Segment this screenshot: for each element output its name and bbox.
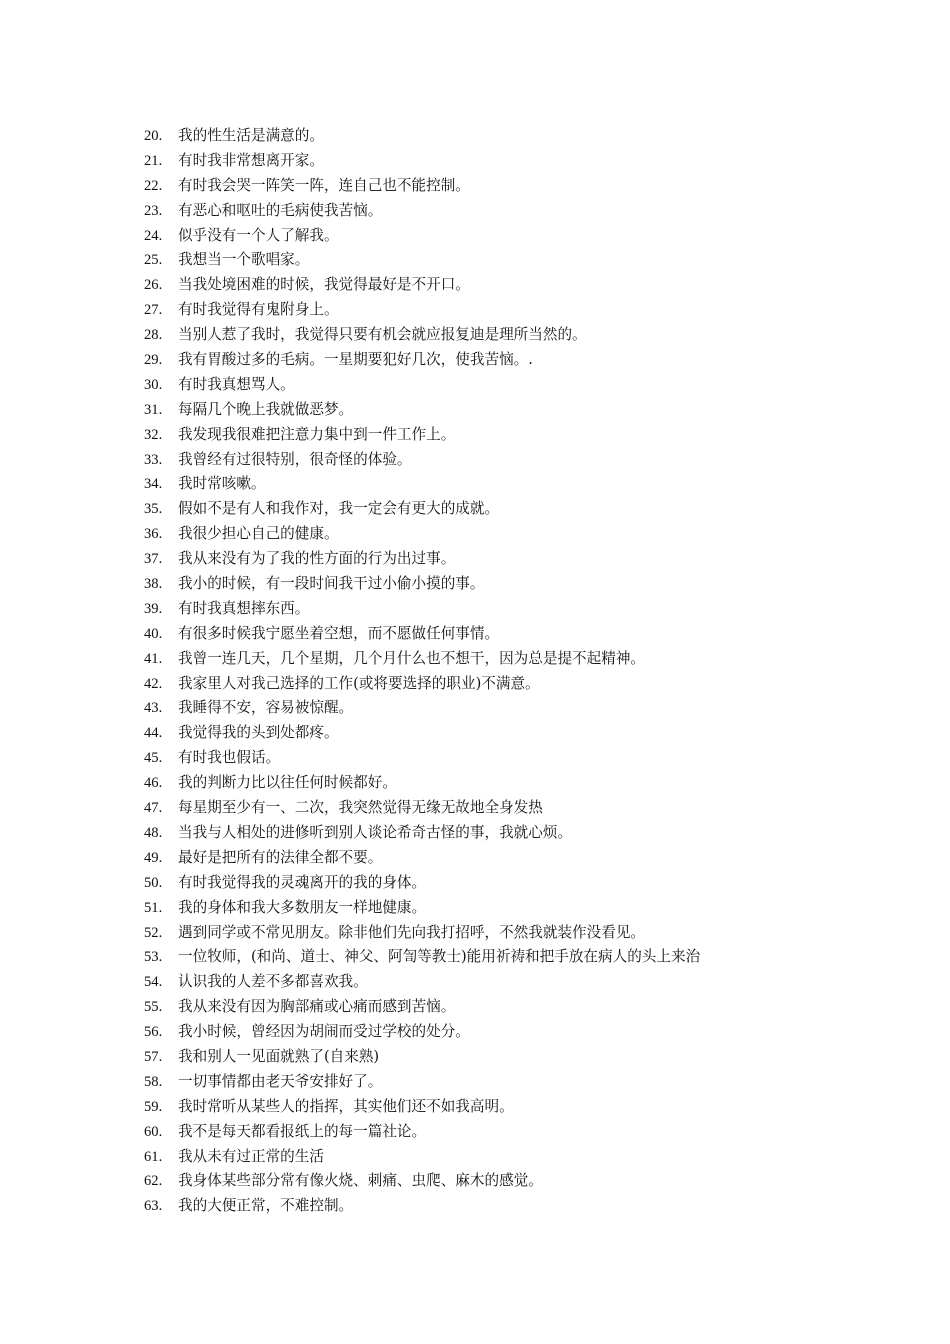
- item-number: 27.: [144, 302, 163, 319]
- item-text: 有很多时候我宁愿坐着空想，而不愿做任何事情。: [178, 624, 500, 642]
- list-item: [144, 547, 934, 572]
- list-item: [144, 199, 934, 224]
- item-text: 我曾经有过很特别，很奇怪的体验。: [178, 450, 412, 468]
- list-item: [144, 970, 934, 995]
- item-text: 当我处境困难的时候，我觉得最好是不开口。: [178, 276, 470, 294]
- item-number: 47.: [144, 800, 163, 817]
- list-item: [144, 423, 934, 448]
- item-text: 似乎没有一个人了解我。: [178, 226, 339, 244]
- item-number: 59.: [144, 1098, 163, 1115]
- item-text: 有时我会哭一阵笑一阵，连自己也不能控制。: [178, 176, 470, 194]
- list-item: [144, 1145, 934, 1170]
- item-text: 当别人惹了我时，我觉得只要有机会就应报复迪是理所当然的。: [178, 326, 587, 344]
- item-number: 54.: [144, 974, 163, 991]
- item-text: 我的大便正常，不难控制。: [178, 1197, 354, 1215]
- item-text: 有时我也假话。: [178, 749, 281, 767]
- list-item: [144, 522, 934, 547]
- list-item: [144, 149, 934, 174]
- list-item: [144, 647, 934, 672]
- item-text: 我时常听从某些人的指挥，其实他们还不如我高明。: [178, 1097, 514, 1115]
- item-number: 28.: [144, 327, 163, 344]
- item-text: 我很少担心自己的健康。: [178, 525, 339, 543]
- list-item: [144, 871, 934, 896]
- item-number: 51.: [144, 899, 163, 916]
- list-item: [144, 921, 934, 946]
- item-number: 48.: [144, 824, 163, 841]
- list-item: [144, 1020, 934, 1045]
- list-item: [144, 896, 934, 921]
- item-number: 30.: [144, 376, 163, 393]
- item-text: 每隔几个晚上我就做恶梦。: [178, 400, 354, 418]
- list-item: [144, 771, 934, 796]
- list-item: [144, 945, 934, 970]
- item-text: 我从来没有为了我的性方面的行为出过事。: [178, 550, 456, 568]
- item-text: 我发现我很难把注意力集中到一件工作上。: [178, 425, 456, 443]
- item-number: 62.: [144, 1173, 163, 1190]
- list-item: [144, 398, 934, 423]
- list-item: [144, 796, 934, 821]
- list-item: [144, 248, 934, 273]
- item-text: 我的判断力比以往任何时候都好。: [178, 774, 397, 792]
- item-number: 63.: [144, 1198, 163, 1215]
- item-number: 50.: [144, 874, 163, 891]
- list-item: [144, 721, 934, 746]
- item-number: 60.: [144, 1123, 163, 1140]
- item-text: 我睡得不安，容易被惊醒。: [178, 699, 354, 717]
- item-text: 有时我觉得我的灵魂离开的我的身体。: [178, 873, 427, 891]
- item-text: 当我与人相处的进修听到别人谈论希奇古怪的事，我就心烦。: [178, 823, 573, 841]
- list-item: [144, 472, 934, 497]
- item-text: 有时我真想摔东西。: [178, 599, 310, 617]
- list-item: [144, 821, 934, 846]
- item-number: 29.: [144, 352, 163, 369]
- item-text: 我从来没有因为胸部痛或心痛而感到苦恼。: [178, 998, 456, 1016]
- item-text: 我家里人对我己选择的工作(或将要选择的职业)不满意。: [178, 674, 540, 692]
- item-text: 有恶心和呕吐的毛病使我苦恼。: [178, 201, 383, 219]
- item-number: 56.: [144, 1024, 163, 1041]
- item-number: 23.: [144, 202, 163, 219]
- item-text: 我曾一连几天，几个星期，几个月什么也不想干，因为总是提不起精神。: [178, 649, 646, 667]
- item-number: 33.: [144, 451, 163, 468]
- item-text: 有时我非常想离开家。: [178, 151, 324, 169]
- list-item: [144, 746, 934, 771]
- item-number: 61.: [144, 1148, 163, 1165]
- item-number: 40.: [144, 625, 163, 642]
- item-number: 55.: [144, 999, 163, 1016]
- item-number: 43.: [144, 700, 163, 717]
- item-number: 49.: [144, 849, 163, 866]
- item-number: 38.: [144, 576, 163, 593]
- list-item: [144, 1120, 934, 1145]
- item-number: 26.: [144, 277, 163, 294]
- item-text: 有时我真想骂人。: [178, 375, 295, 393]
- list-item: [144, 373, 934, 398]
- item-number: 32.: [144, 426, 163, 443]
- item-text: 我和别人一见面就熟了(自来熟): [178, 1047, 380, 1065]
- list-item: [144, 572, 934, 597]
- item-text: 最好是把所有的法律全都不要。: [178, 848, 383, 866]
- item-number: 46.: [144, 775, 163, 792]
- item-number: 22.: [144, 177, 163, 194]
- list-item: [144, 497, 934, 522]
- item-text: 我从未有过正常的生活: [178, 1147, 324, 1165]
- item-number: 31.: [144, 401, 163, 418]
- item-text: 我不是每天都看报纸上的每一篇社论。: [178, 1122, 427, 1140]
- item-number: 52.: [144, 924, 163, 941]
- item-text: 我有胃酸过多的毛病。一星期要犯好几次，使我苦恼。.: [178, 351, 533, 369]
- item-number: 25.: [144, 252, 163, 269]
- list-item: [144, 348, 934, 373]
- item-text: 一位牧师，(和尚、道士、神父、阿訇等教士)能用祈祷和把手放在病人的头上来治: [178, 948, 701, 966]
- list-item: [144, 1169, 934, 1194]
- item-number: 58.: [144, 1073, 163, 1090]
- item-number: 20.: [144, 128, 163, 144]
- item-text: 每星期至少有一、二次，我突然觉得无缘无故地全身发热: [178, 799, 543, 817]
- item-number: 45.: [144, 750, 163, 767]
- item-number: 41.: [144, 650, 163, 667]
- item-text: 一切事情都由老天爷安排好了。: [178, 1072, 383, 1090]
- item-text: 假如不是有人和我作对，我一定会有更大的成就。: [178, 500, 500, 518]
- list-item: [144, 124, 934, 149]
- item-number: 24.: [144, 227, 163, 244]
- list-item: [144, 1194, 934, 1219]
- list-item: [144, 174, 934, 199]
- list-item: [144, 1045, 934, 1070]
- questionnaire-list: [144, 124, 934, 1219]
- item-text: 有时我觉得有鬼附身上。: [178, 301, 339, 319]
- item-text: 我觉得我的头到处都疼。: [178, 724, 339, 742]
- item-number: 39.: [144, 600, 163, 617]
- item-number: 57.: [144, 1048, 163, 1065]
- item-number: 35.: [144, 501, 163, 518]
- list-item: [144, 672, 934, 697]
- list-item: [144, 224, 934, 249]
- list-item: [144, 995, 934, 1020]
- item-text: 我的性生活是满意的。: [178, 127, 324, 144]
- item-text: 我的身体和我大多数朋友一样地健康。: [178, 898, 427, 916]
- item-number: 21.: [144, 152, 163, 169]
- item-text: 我身体某些部分常有像火烧、刺痛、虫爬、麻木的感觉。: [178, 1172, 543, 1190]
- list-item: [144, 1095, 934, 1120]
- item-text: 遇到同学或不常见朋友。除非他们先向我打招呼，不然我就装作没看见。: [178, 923, 646, 941]
- item-text: 我想当一个歌唱家。: [178, 251, 310, 269]
- item-number: 42.: [144, 675, 163, 692]
- list-item: [144, 323, 934, 348]
- item-number: 37.: [144, 551, 163, 568]
- item-number: 34.: [144, 476, 163, 493]
- item-number: 44.: [144, 725, 163, 742]
- list-item: [144, 448, 934, 473]
- list-item: [144, 846, 934, 871]
- list-item: [144, 696, 934, 721]
- item-number: 36.: [144, 526, 163, 543]
- list-item: [144, 1070, 934, 1095]
- list-item: [144, 273, 934, 298]
- item-text: 认识我的人差不多都喜欢我。: [178, 973, 368, 991]
- item-text: 我小时候，曾经因为胡闹而受过学校的处分。: [178, 1023, 470, 1041]
- item-number: 53.: [144, 949, 163, 966]
- item-text: 我小的时候，有一段时间我干过小偷小摸的事。: [178, 575, 485, 593]
- list-item: [144, 622, 934, 647]
- list-item: [144, 597, 934, 622]
- list-item: [144, 298, 934, 323]
- item-text: 我时常咳嗽。: [178, 475, 266, 493]
